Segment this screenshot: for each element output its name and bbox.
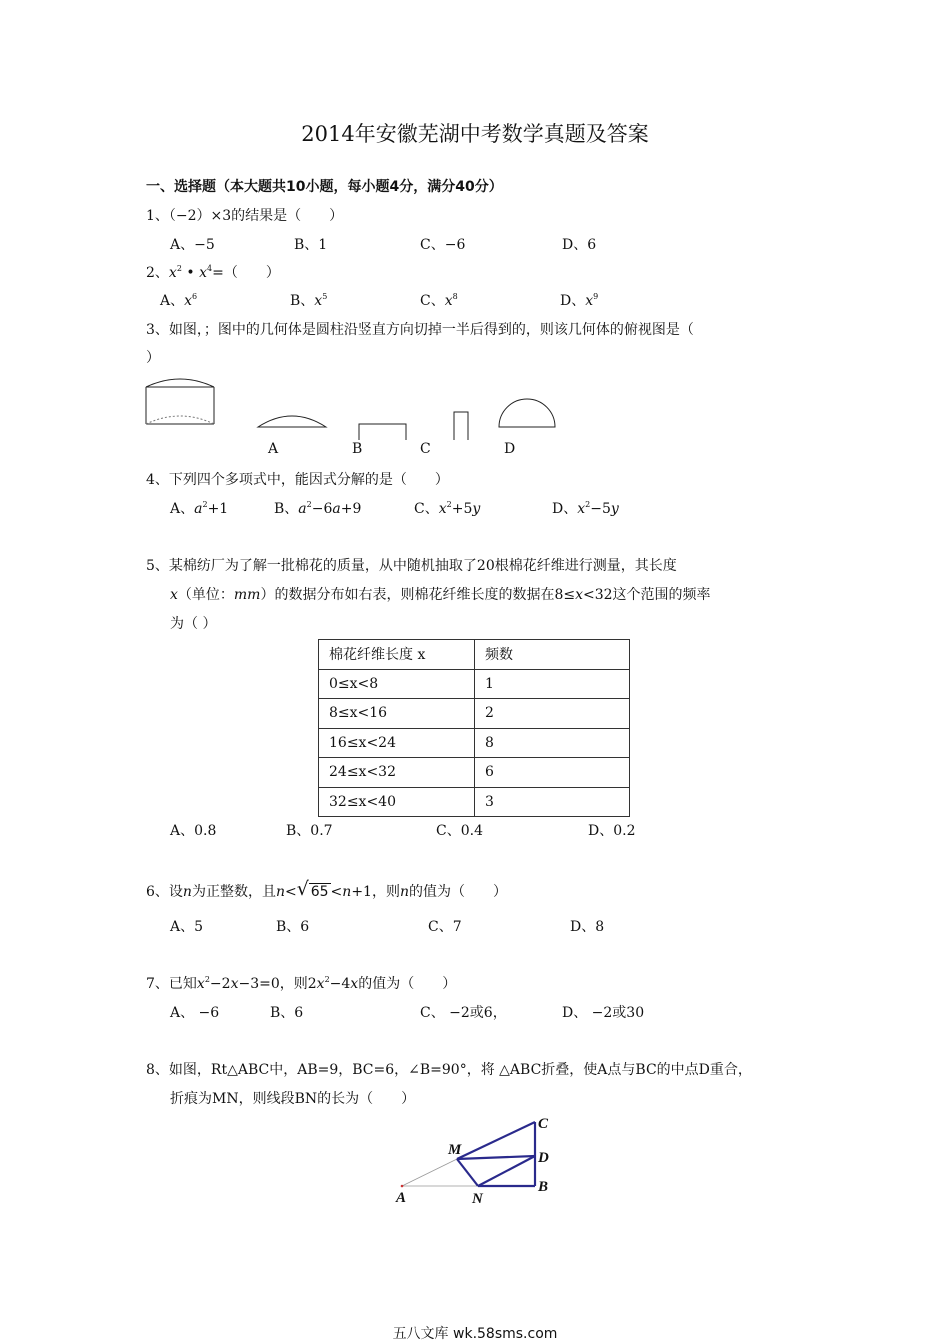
question-4-option-d: D、$x^2-5y$: [552, 500, 619, 517]
option-b-shape: [359, 424, 406, 440]
footer-watermark: 五八文库 wk.58sms.com: [392, 1326, 558, 1342]
option-d-shape: [499, 399, 555, 427]
section-heading: 一、选择题（本大题共10小题，每小题4分，满分40分）: [146, 179, 503, 195]
table-cell-count: 8: [475, 728, 630, 758]
question-8-line-1: 8、如图，Rt△ABC中，AB=9，BC=6，∠B=90°，将 △ABC折叠，使A点与BC的中点D重合，: [146, 1062, 752, 1078]
question-3-label-d: D: [504, 441, 516, 457]
question-4-option-c: C、$x^2+5y$: [414, 500, 481, 517]
question-6-option-d: D、8: [570, 919, 605, 935]
question-3-stem-end: ）: [146, 350, 160, 366]
question-1-stem: 1、（−2）×3的结果是（ ）: [146, 208, 344, 224]
table-row: [319, 758, 630, 788]
table-cell-range: 32≤x<40: [319, 787, 475, 817]
question-7-option-c: C、 −2或6，: [420, 1005, 507, 1021]
question-7-option-d: D、 −2或30: [562, 1005, 645, 1021]
triangle-fold-figure: [390, 1112, 560, 1212]
question-3-label-b: B: [352, 441, 363, 457]
table-cell-range: 8≤x<16: [319, 699, 475, 729]
question-1-option-d: D、6: [562, 237, 597, 253]
option-c-shape: [454, 412, 468, 440]
question-1-option-a: A、−5: [170, 237, 215, 253]
question-3-stem: 3、如图，；图中的几何体是圆柱沿竖直方向切掉一半后得到的，则该几何体的俯视图是（: [146, 322, 694, 338]
question-2-stem: 2、$x^2$ • $x^4=$（ ）: [146, 264, 280, 281]
frequency-table: [318, 639, 630, 817]
question-4-stem: 4、下列四个多项式中，能因式分解的是（ ）: [146, 472, 449, 488]
question-2-option-c: C、$x^8$: [420, 292, 458, 309]
label-b: B: [538, 1179, 549, 1195]
question-6-option-c: C、7: [428, 919, 462, 935]
question-5-line-2: x（单位：mm）的数据分布如右表，则棉花纤维长度的数据在8≤x<32这个范围的频率: [170, 587, 711, 603]
table-cell-range: 24≤x<32: [319, 758, 475, 788]
table-header-length: 棉花纤维长度 x: [319, 640, 475, 670]
table-cell-count: 6: [475, 758, 630, 788]
label-c: C: [538, 1116, 549, 1132]
option-a-shape: [258, 416, 326, 427]
question-3-label-c: C: [420, 441, 431, 457]
question-7-option-a: A、 −6: [170, 1005, 220, 1021]
fold-line-mn: [457, 1159, 478, 1186]
table-cell-range: 0≤x<8: [319, 669, 475, 699]
question-6-option-a: A、5: [170, 919, 204, 935]
table-cell-count: 2: [475, 699, 630, 729]
segment-md: [457, 1156, 535, 1159]
question-5-line-3: 为（ ）: [170, 616, 217, 632]
square-root: √ 65: [296, 878, 329, 900]
table-row: [319, 787, 630, 817]
question-1-option-c: C、−6: [420, 237, 466, 253]
segment-mc-bold: [457, 1122, 535, 1159]
question-6-stem: 6、设n为正整数，且n< √ 65 <n+1，则n的值为（ ）: [146, 878, 507, 900]
question-5-option-b: B、0.7: [286, 823, 333, 839]
segment-nd: [478, 1156, 535, 1186]
table-header-frequency: 频数: [475, 640, 630, 670]
question-5-option-d: D、0.2: [588, 823, 636, 839]
question-3-label-a: A: [268, 441, 279, 457]
question-8-line-2: 折痕为MN，则线段BN的长为（ ）: [170, 1091, 416, 1107]
half-cylinder-figure: [146, 379, 214, 424]
question-4-option-b: B、$a^2-6a+9$: [274, 500, 362, 517]
label-n: N: [472, 1191, 483, 1207]
question-7-option-b: B、6: [270, 1005, 304, 1021]
question-5-option-a: A、0.8: [170, 823, 217, 839]
label-m: M: [448, 1142, 462, 1158]
question-5-option-c: C、0.4: [436, 823, 483, 839]
table-cell-range: 16≤x<24: [319, 728, 475, 758]
question-5-line-1: 5、某棉纺厂为了解一批棉花的质量，从中随机抽取了20根棉花纤维进行测量，其长度: [146, 558, 677, 574]
question-6-option-b: B、6: [276, 919, 310, 935]
question-1-option-b: B、1: [294, 237, 328, 253]
table-row: [319, 699, 630, 729]
question-4-option-a: A、$a^2+1$: [170, 500, 229, 517]
page-title: 2014年安徽芜湖中考数学真题及答案: [301, 122, 649, 146]
question-3-figures: [140, 370, 570, 440]
table-row: [319, 728, 630, 758]
point-a: [401, 1185, 404, 1188]
label-d: D: [538, 1150, 549, 1166]
question-2-option-d: D、$x^9$: [560, 292, 599, 309]
label-a: A: [396, 1190, 407, 1206]
segment-am: [402, 1159, 457, 1186]
table-header-row: [319, 640, 630, 670]
question-2-option-a: A、$x^6$: [160, 292, 198, 309]
table-cell-count: 3: [475, 787, 630, 817]
table-cell-count: 1: [475, 669, 630, 699]
question-7-stem: 7、已知$x^2-2x-3=0$，则$2x^2-4x$的值为（ ）: [146, 975, 457, 992]
question-2-option-b: B、$x^5$: [290, 292, 328, 309]
table-row: [319, 669, 630, 699]
